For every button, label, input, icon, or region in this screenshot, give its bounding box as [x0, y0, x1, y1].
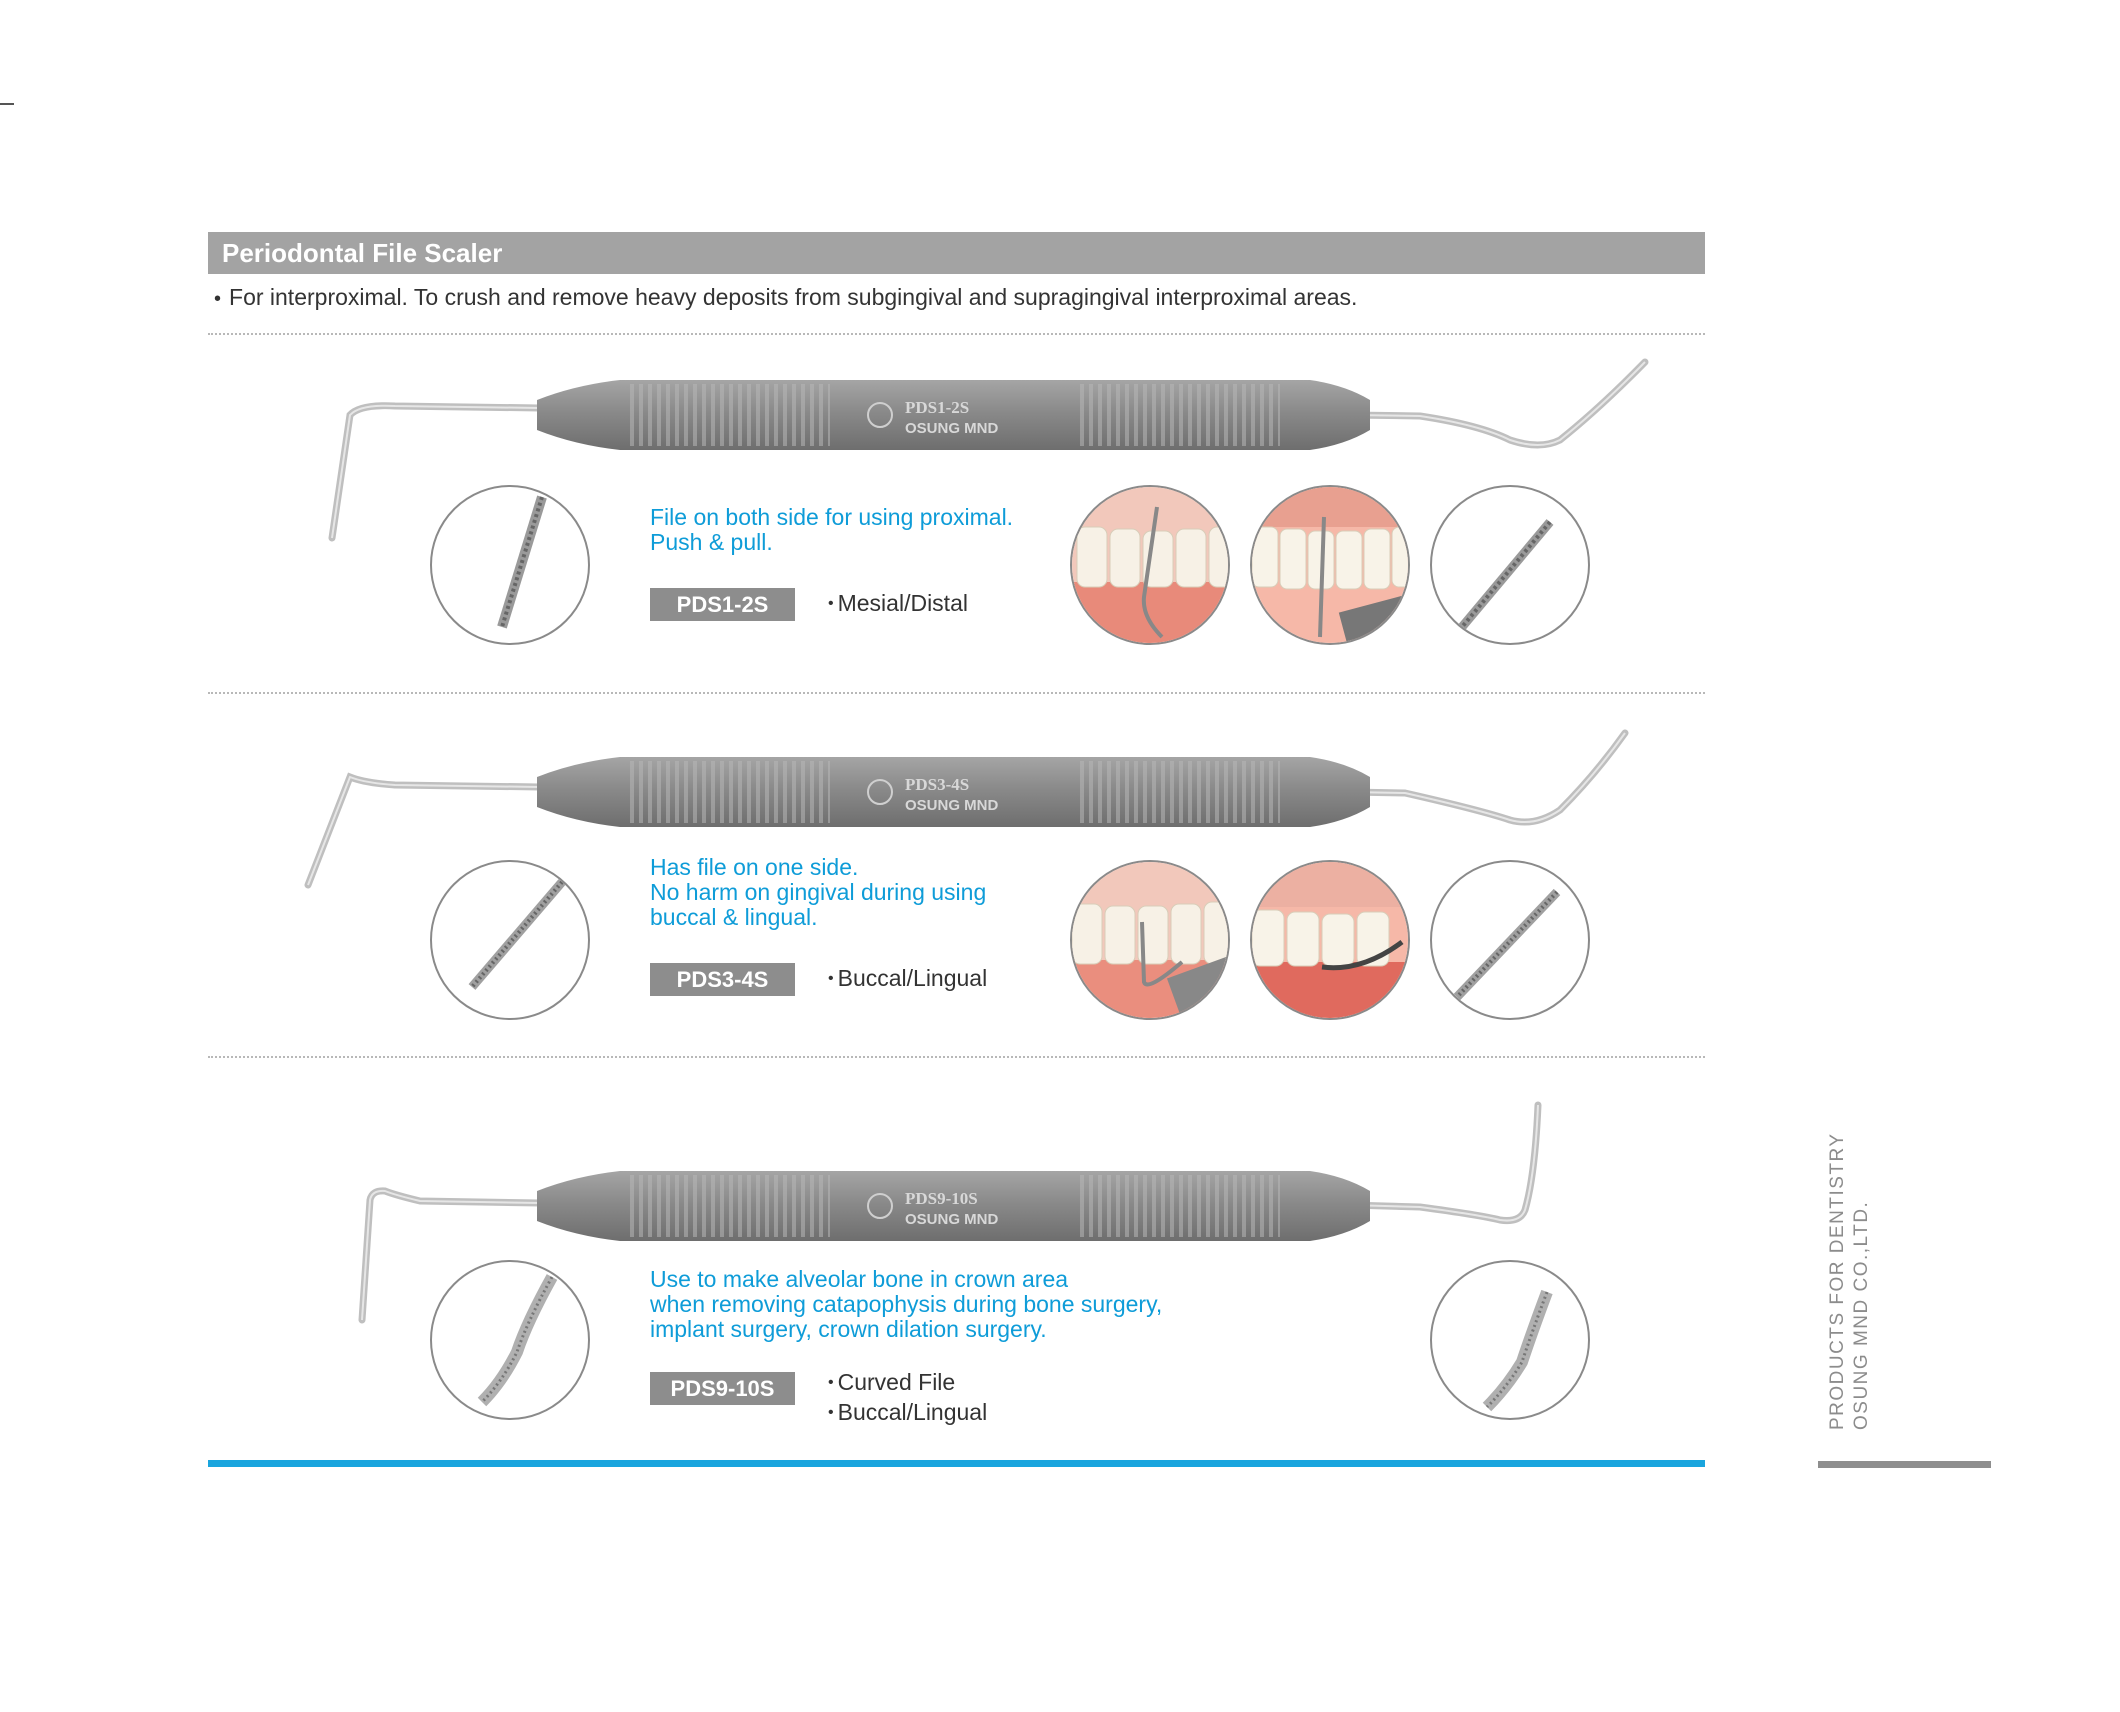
handle-marking: PDS3-4S [905, 775, 970, 794]
sidebar-line-1: PRODUCTS FOR DENTISTRY [1827, 1132, 1848, 1430]
product-description: File on both side for using proximal. Push & pull. [650, 504, 1014, 555]
brand-marking: OSUNG MND [905, 1211, 999, 1228]
feature-list [828, 965, 987, 995]
detail-circle-tip-right [1430, 860, 1590, 1020]
detail-circle-tip-right [1430, 1260, 1590, 1420]
handle-marking: PDS9-10S [905, 1189, 978, 1208]
detail-circle-tip-right [1430, 485, 1590, 645]
feature-item: • Buccal/Lingual [828, 965, 988, 991]
product-description: Has file on one side. No harm on gingival during using buccal & lingual. [650, 854, 987, 930]
feature-item: • Mesial/Distal [828, 590, 968, 616]
brand-marking: OSUNG MND [905, 797, 999, 814]
product-code-badge: PDS3-4S [650, 963, 795, 996]
section-title: Periodontal File Scaler [222, 238, 503, 268]
feature-item: • Buccal/Lingual [828, 1399, 988, 1425]
instrument-illustration [0, 1085, 2120, 1445]
product-description: Use to make alveolar bone in crown area when removing catapophysis during bone surgery, implant surgery, crown dilation surgery. [650, 1266, 1163, 1342]
sidebar-company-text [1826, 1132, 1874, 1430]
divider [208, 692, 1705, 694]
handle-marking: PDS1-2S [905, 398, 970, 417]
feature-list [828, 1369, 987, 1429]
detail-circle-tip-left [430, 1260, 590, 1420]
intro-bullet: • [214, 288, 222, 310]
usage-photo-mesial [1070, 485, 1230, 645]
sidebar-line-2: OSUNG MND CO.,LTD. [1851, 1200, 1872, 1430]
divider [208, 1056, 1705, 1058]
intro-text: For interproximal. To crush and remove heavy deposits from subgingival and supragingival interproximal areas. [229, 284, 1358, 310]
product-row-pds3-4s [0, 715, 2120, 1045]
feature-item: • Curved File [828, 1369, 956, 1395]
section-title-bar [208, 232, 1705, 274]
usage-photo-distal [1250, 485, 1410, 645]
product-code-badge: PDS1-2S [650, 588, 795, 621]
detail-circle-tip-left [430, 485, 590, 645]
brand-marking: OSUNG MND [905, 420, 999, 437]
feature-list [828, 590, 968, 620]
sidebar-rule [1818, 1461, 1991, 1468]
instrument-illustration [0, 715, 2120, 1045]
detail-circle-tip-left [430, 860, 590, 1020]
divider [208, 333, 1705, 335]
product-row-pds1-2s [0, 340, 2120, 670]
footer-accent-rule [208, 1460, 1705, 1467]
instrument-illustration [0, 340, 2120, 670]
corner-crop-mark [0, 103, 14, 105]
usage-photo-lingual [1250, 860, 1410, 1020]
product-row-pds9-10s [0, 1085, 2120, 1445]
usage-photo-buccal [1070, 860, 1230, 1020]
product-code-badge: PDS9-10S [650, 1372, 795, 1405]
intro-line [214, 284, 1357, 311]
